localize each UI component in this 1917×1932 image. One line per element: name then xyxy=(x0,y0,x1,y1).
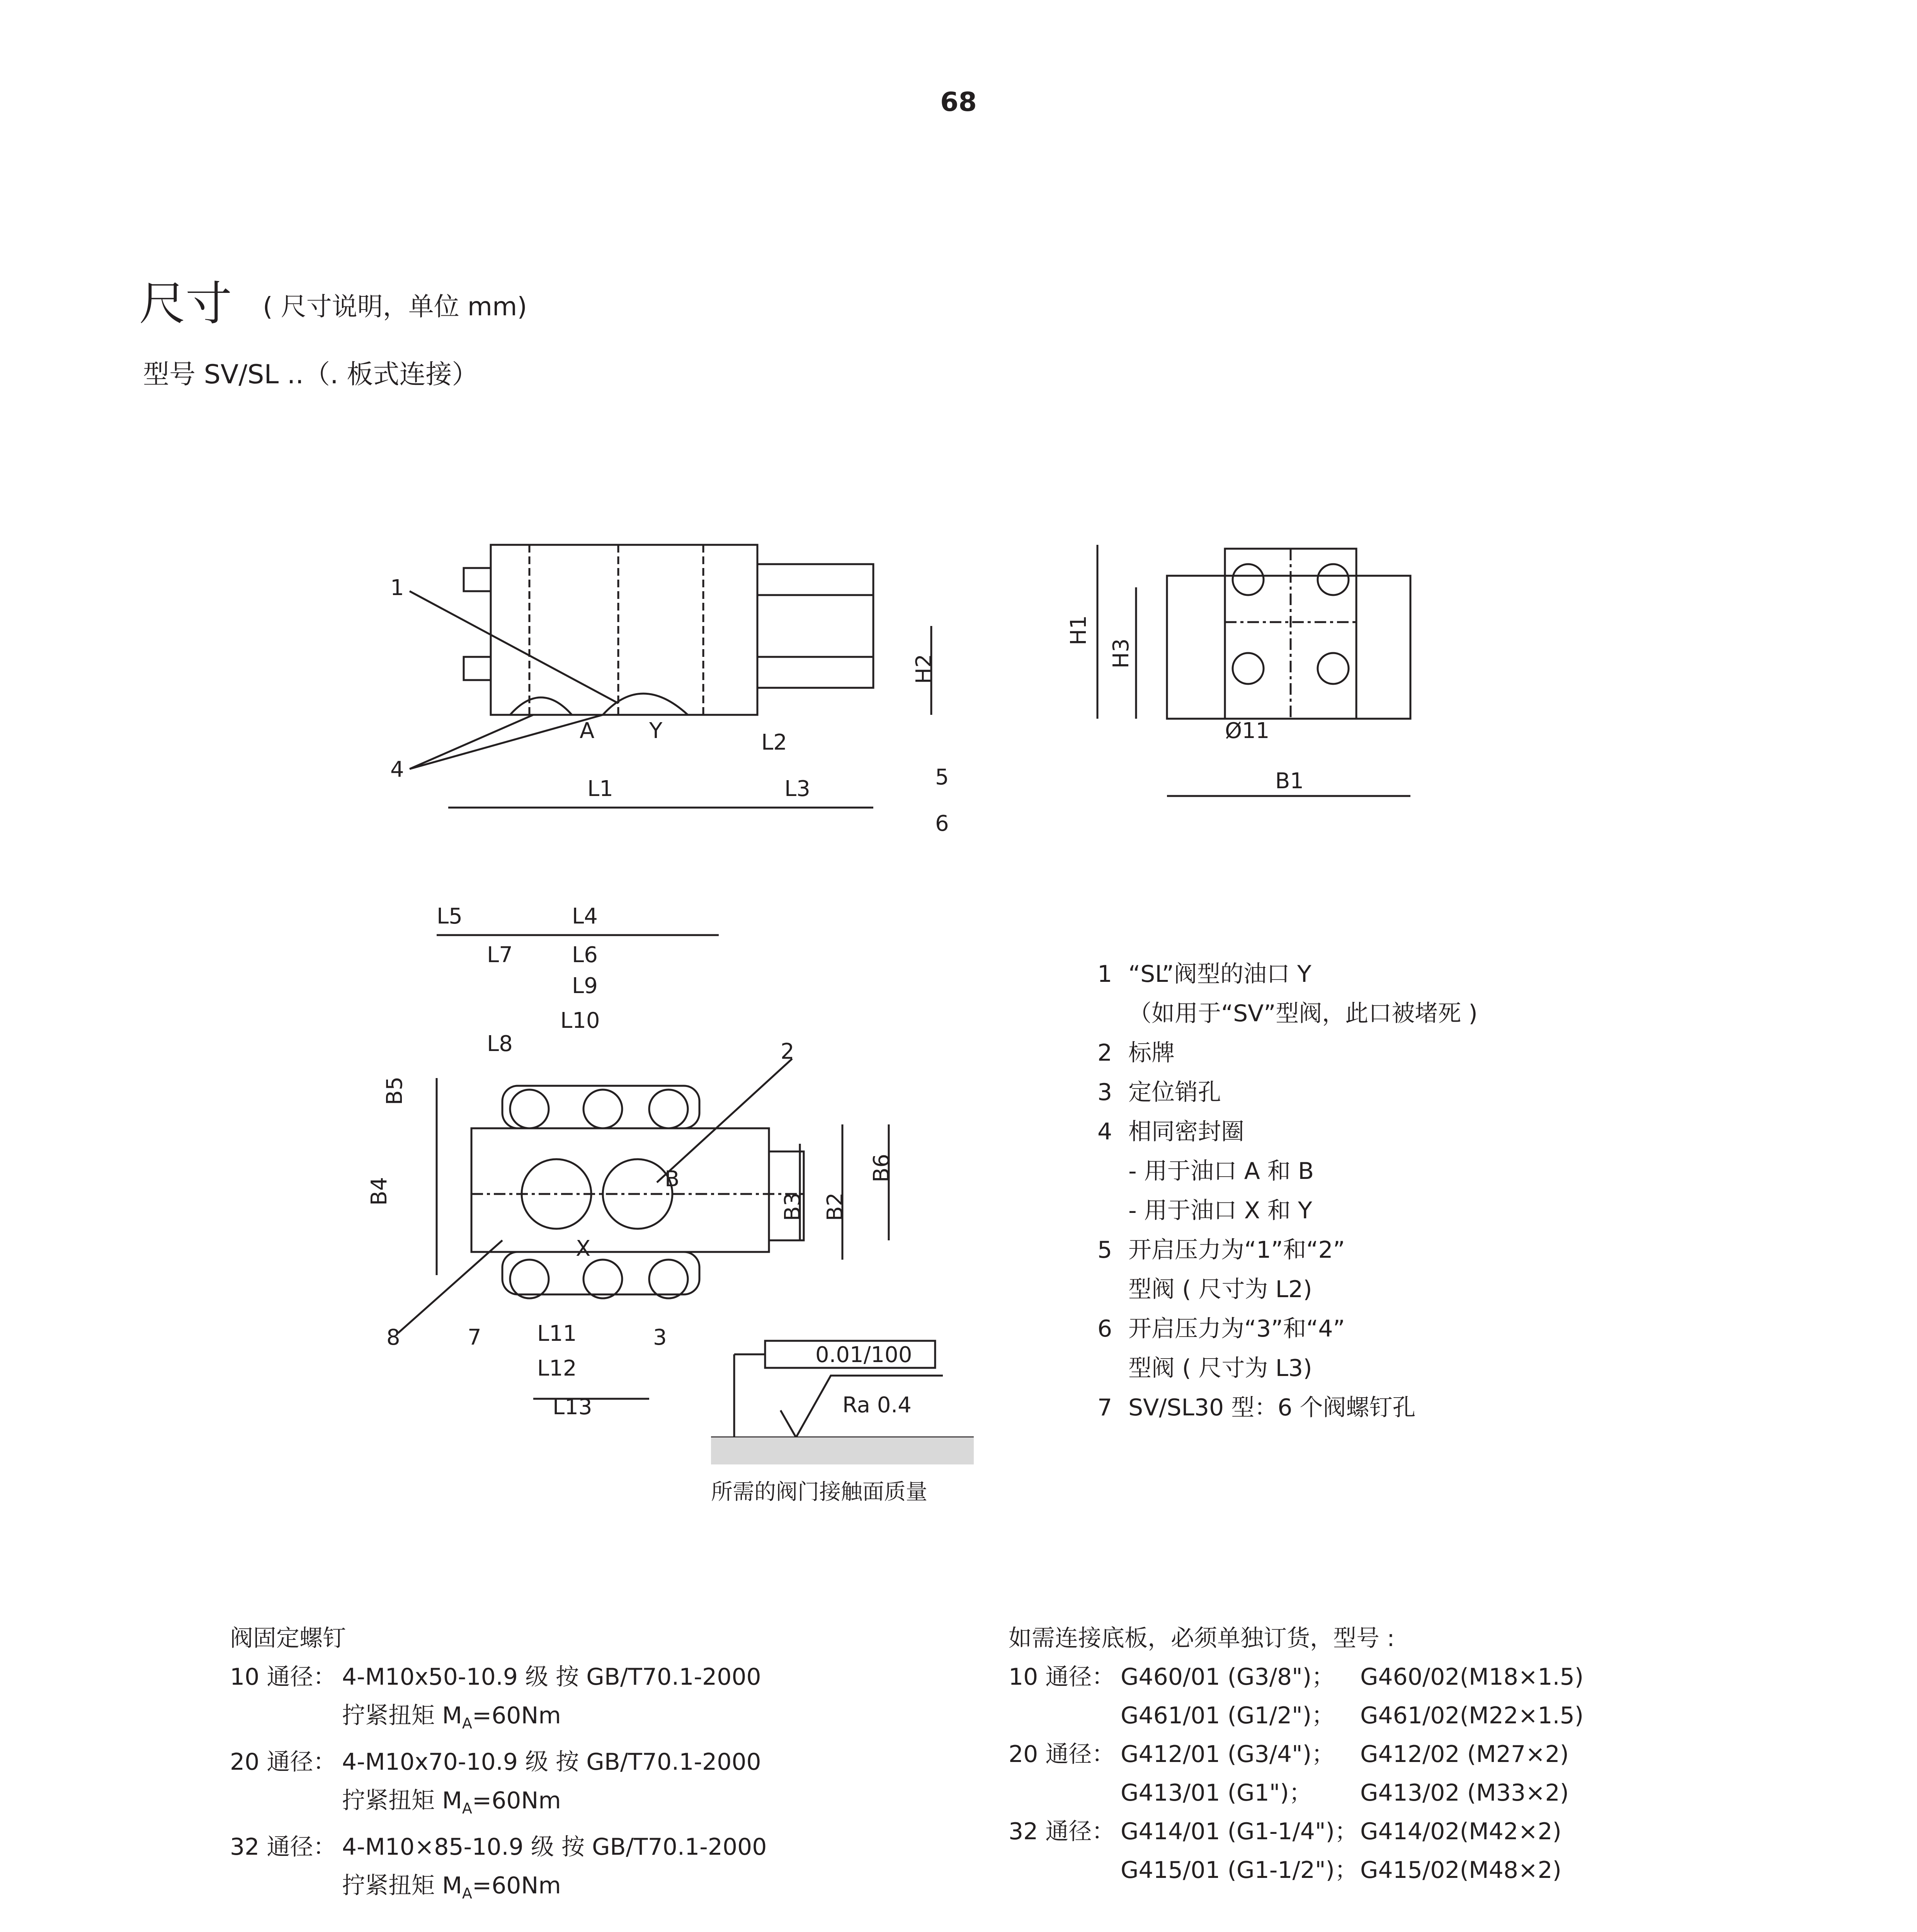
dim-b6: B6 xyxy=(869,1153,894,1182)
port-y-label: Y xyxy=(649,718,663,743)
dim-l11: L11 xyxy=(537,1321,577,1346)
subplate-notes xyxy=(1009,1619,1584,1889)
subplate-notes-title: 如需连接底板，必须单独订货，型号 : xyxy=(1009,1625,1395,1652)
screw-row: 32 通径： 4-M10×85-10.9 级 按 GB/T70.1-2000 xyxy=(230,1833,767,1861)
dim-b5: B5 xyxy=(382,1076,407,1105)
subplate-row: 20 通径： G412/01 (G3/4")； G412/02 (M27×2) xyxy=(1009,1741,1569,1768)
model-line: 型号 SV/SL ..（. 板式连接） xyxy=(143,359,478,390)
dim-l12: L12 xyxy=(537,1356,577,1381)
subplate-row: G413/01 (G1")； G413/02 (M33×2) xyxy=(1121,1779,1569,1806)
legend-item: 1 “SL”阀型的油口 Y xyxy=(1097,961,1311,988)
dim-l1: L1 xyxy=(587,776,613,801)
dim-h1: H1 xyxy=(1066,615,1091,645)
flatness-tolerance: 0.01/100 xyxy=(815,1342,912,1367)
legend-item: - 用于油口 A 和 B xyxy=(1128,1158,1314,1185)
dim-l10: L10 xyxy=(560,1008,600,1033)
legend-item: （如用于“SV”型阀，此口被堵死 ) xyxy=(1128,1000,1478,1027)
dim-diameter-11: Ø11 xyxy=(1225,718,1270,743)
dim-l3: L3 xyxy=(784,776,810,801)
screw-row: 拧紧扭矩 $M_A=60Nm$ xyxy=(342,1702,561,1732)
subplate-row: 10 通径： G460/01 (G3/8")； G460/02(M18×1.5) xyxy=(1009,1663,1584,1690)
subplate-row: G415/01 (G1-1/2")； G415/02(M48×2) xyxy=(1121,1857,1561,1884)
dim-l4: L4 xyxy=(572,904,598,929)
dim-b4: B4 xyxy=(367,1177,392,1206)
roughness-value: Ra 0.4 xyxy=(842,1393,912,1418)
legend-item: 3 定位销孔 xyxy=(1097,1079,1221,1106)
screw-notes xyxy=(230,1619,767,1913)
callout-5: 5 xyxy=(935,765,949,790)
dim-l8: L8 xyxy=(487,1031,513,1056)
dim-l6: L6 xyxy=(572,942,598,968)
dim-l9: L9 xyxy=(572,973,598,998)
callout-6: 6 xyxy=(935,811,949,836)
callout-7: 7 xyxy=(468,1325,481,1350)
legend-item: 4 相同密封圈 xyxy=(1097,1118,1244,1145)
legend-item: 型阀 ( 尺寸为 L3) xyxy=(1128,1355,1312,1382)
page-title: 尺寸 xyxy=(139,277,232,331)
screw-row: 拧紧扭矩 $M_A=60Nm$ xyxy=(342,1872,561,1902)
dim-b3: B3 xyxy=(780,1192,805,1221)
dim-l13: L13 xyxy=(553,1395,592,1420)
side-view-body xyxy=(1167,576,1410,719)
dim-h2: H2 xyxy=(912,654,937,684)
dim-l2: L2 xyxy=(761,730,787,755)
callout-2: 2 xyxy=(781,1039,794,1064)
front-view-body xyxy=(491,545,757,715)
legend-list xyxy=(1097,954,1478,1427)
dim-b2: B2 xyxy=(823,1192,848,1221)
port-b-label: B xyxy=(665,1167,680,1192)
port-x-label: X xyxy=(576,1236,591,1261)
screw-row: 10 通径： 4-M10x50-10.9 级 按 GB/T70.1-2000 xyxy=(230,1663,761,1690)
title-subtitle: ( 尺寸说明，单位 mm) xyxy=(263,292,527,321)
dim-l7: L7 xyxy=(487,942,513,968)
subplate-row: 32 通径： G414/01 (G1-1/4")； G414/02(M42×2) xyxy=(1009,1818,1561,1845)
callout-3: 3 xyxy=(653,1325,667,1350)
legend-item: 5 开启压力为“1”和“2” xyxy=(1097,1236,1345,1264)
legend-item: 6 开启压力为“3”和“4” xyxy=(1097,1315,1345,1342)
legend-item: 2 标牌 xyxy=(1097,1039,1175,1066)
port-a-label: A xyxy=(580,718,595,743)
surface-caption: 所需的阀门接触面质量 xyxy=(711,1480,927,1505)
callout-4: 4 xyxy=(390,757,404,782)
screw-row: 拧紧扭矩 $M_A=60Nm$ xyxy=(342,1787,561,1817)
legend-item: 型阀 ( 尺寸为 L2) xyxy=(1128,1276,1312,1303)
contact-surface xyxy=(711,1437,974,1464)
page-number: 68 xyxy=(940,87,977,117)
callout-1: 1 xyxy=(390,575,404,600)
screw-row: 20 通径： 4-M10x70-10.9 级 按 GB/T70.1-2000 xyxy=(230,1748,761,1776)
top-view-body xyxy=(471,1128,769,1252)
callout-8: 8 xyxy=(386,1325,400,1350)
dim-l5: L5 xyxy=(437,904,463,929)
legend-item: 7 SV/SL30 型：6 个阀螺钉孔 xyxy=(1097,1394,1416,1421)
dim-b1: B1 xyxy=(1275,769,1304,794)
subplate-row: G461/01 (G1/2")； G461/02(M22×1.5) xyxy=(1121,1702,1584,1729)
dim-h3: H3 xyxy=(1109,638,1134,668)
legend-item: - 用于油口 X 和 Y xyxy=(1128,1197,1312,1224)
screw-notes-title: 阀固定螺钉 xyxy=(230,1625,346,1652)
